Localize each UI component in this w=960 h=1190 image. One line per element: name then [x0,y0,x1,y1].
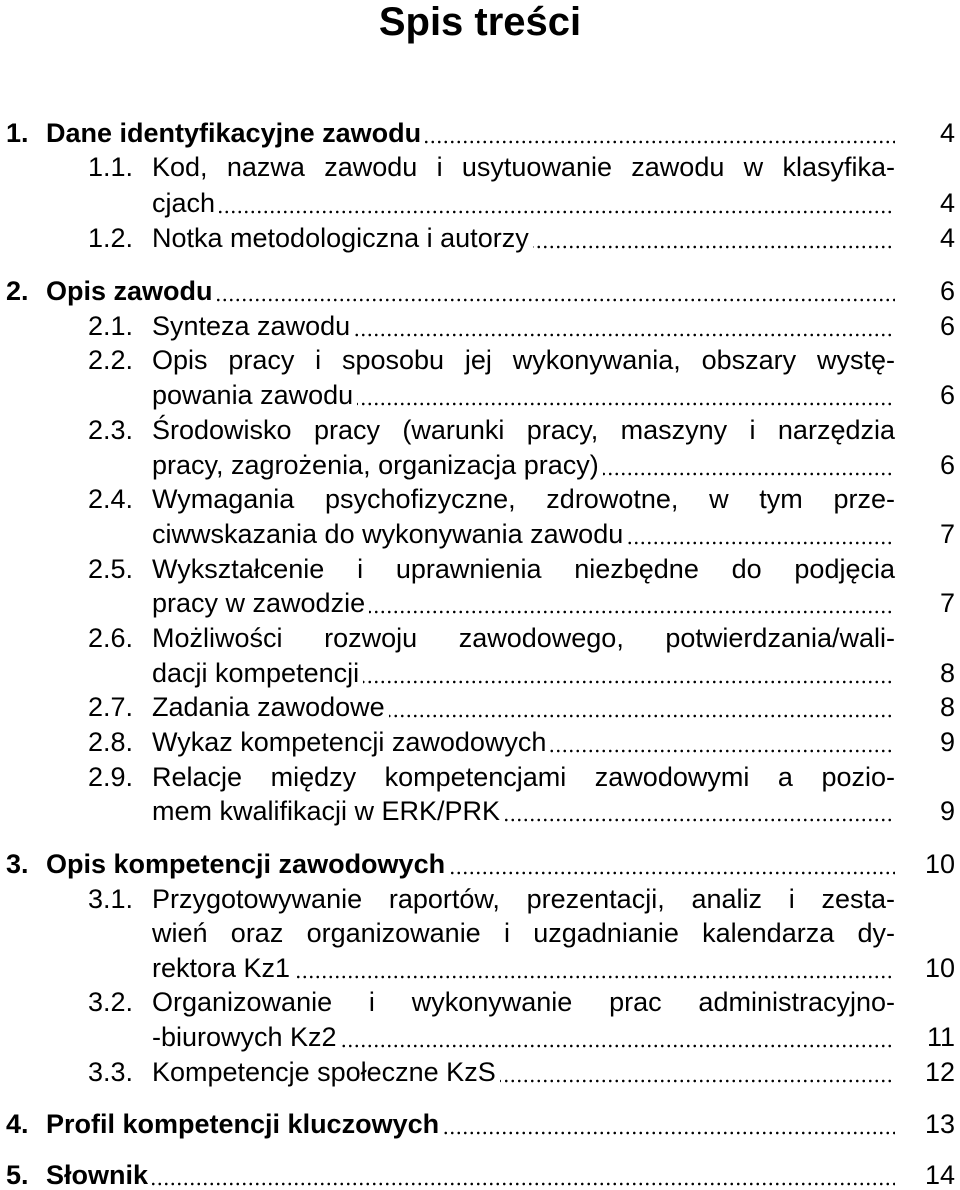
toc-label: rektora Kz1 [152,953,294,983]
toc-label: -biurowych Kz2 [152,1022,341,1052]
toc-number: 2.6. [88,623,134,653]
toc-number: 2.1. [88,311,134,341]
toc-entry-3-1[interactable] [0,953,895,983]
toc-label: pracy, zagrożenia, organizacja pracy) [152,450,603,480]
toc-label-line: Możliwości rozwoju zawodowego, potwierdzania/wali- [152,623,895,653]
toc-label: Dane identyfikacyjne zawodu [46,118,425,148]
toc-page: 4 [939,223,955,253]
toc-number: 2. [6,276,29,306]
toc-number: 3.1. [88,884,134,914]
toc-page: 6 [939,380,955,410]
toc-page: 6 [939,311,955,341]
toc-label: ciwwskazania do wykonywania zawodu [152,519,627,549]
toc-label: Synteza zawodu [152,311,354,341]
toc-number: 2.2. [88,345,134,375]
toc-entry-2[interactable] [0,276,895,306]
toc-number: 3.3. [88,1057,134,1087]
toc-label: Słownik [46,1160,152,1190]
toc-number: 2.7. [88,692,134,722]
toc-label-line: Opis pracy i sposobu jej wykonywania, obszary wystę- [152,345,895,375]
toc-label: Profil kompetencji kluczowych [46,1109,443,1139]
toc-page: 11 [926,1022,955,1052]
toc-label: Kompetencje społeczne KzS [152,1057,500,1087]
toc-label: Notka metodologiczna i autorzy [152,223,533,253]
toc-label: Opis kompetencji zawodowych [46,849,449,879]
toc-number: 3. [6,849,29,879]
toc-page: 10 [924,849,955,879]
toc-entry-1[interactable] [0,118,895,148]
toc-page: 8 [939,692,955,722]
toc-label: pracy w zawodzie [152,588,369,618]
toc-entry-2-9[interactable] [0,796,895,826]
toc-label-line: Wymagania psychofizyczne, zdrowotne, w tym prze- [152,484,895,514]
toc-entry-2-5[interactable] [0,588,895,618]
toc-number: 5. [6,1160,29,1190]
toc-number: 1.1. [88,152,134,182]
toc-label: cjach [152,188,219,218]
toc-entry-1-1[interactable] [0,188,895,218]
toc-number: 1. [6,118,29,148]
toc-entry-4[interactable] [0,1109,895,1139]
toc-entry-1-2[interactable] [0,223,895,253]
toc-page: 4 [939,188,955,218]
toc-page: 14 [924,1160,955,1190]
toc-entry-3-3[interactable] [0,1057,895,1087]
toc-label: mem kwalifikacji w ERK/PRK [152,796,504,826]
toc-page: 7 [939,519,955,549]
toc-entry-2-2[interactable] [0,380,895,410]
toc-number: 2.4. [88,484,134,514]
toc-entry-2-4[interactable] [0,519,895,549]
toc-page: 9 [939,727,955,757]
toc-number: 3.2. [88,987,134,1017]
toc-label-line: Organizowanie i wykonywanie prac administracyjno- [152,987,895,1017]
toc-page: 13 [924,1109,955,1139]
toc-number: 4. [6,1109,29,1139]
toc-label: Opis zawodu [46,276,217,306]
toc-label: Wykaz kompetencji zawodowych [152,727,550,757]
toc-page: 8 [939,658,955,688]
page-title: Spis treści [378,0,582,44]
toc-entry-2-3[interactable] [0,450,895,480]
toc-label-line: Środowisko pracy (warunki pracy, maszyny i narzędzia [152,415,895,445]
toc-page: 12 [924,1057,955,1087]
toc-label-line: Wykształcenie i uprawnienia niezbędne do podjęcia [152,554,895,584]
toc-number: 2.5. [88,554,134,584]
toc-label: dacji kompetencji [152,658,363,688]
toc-label: powania zawodu [152,380,357,410]
toc-entry-2-6[interactable] [0,658,895,688]
toc-entry-2-8[interactable] [0,727,895,757]
toc-entry-2-1[interactable] [0,311,895,341]
toc-page: 10 [924,953,955,983]
toc-page: 7 [939,588,955,618]
toc-label-line: Relacje między kompetencjami zawodowymi a pozio- [152,762,895,792]
toc-number: 1.2. [88,223,134,253]
toc-page: 6 [939,276,955,306]
toc-number: 2.3. [88,415,134,445]
toc-label-line: Przygotowywanie raportów, prezentacji, analiz i zesta- [152,884,895,914]
toc-page: 6 [939,450,955,480]
toc-entry-2-7[interactable] [0,692,895,722]
toc-page: 9 [939,796,955,826]
toc-entry-3[interactable] [0,849,895,879]
toc-number: 2.9. [88,762,134,792]
toc-label-line: wień oraz organizowanie i uzgadnianie kalendarza dy- [152,918,895,948]
toc-entry-3-2[interactable] [0,1022,895,1052]
toc-number: 2.8. [88,727,134,757]
toc-label: Zadania zawodowe [152,692,389,722]
toc-label-line: Kod, nazwa zawodu i usytuowanie zawodu w klasyfika- [152,152,895,182]
toc-page: 4 [939,118,955,148]
